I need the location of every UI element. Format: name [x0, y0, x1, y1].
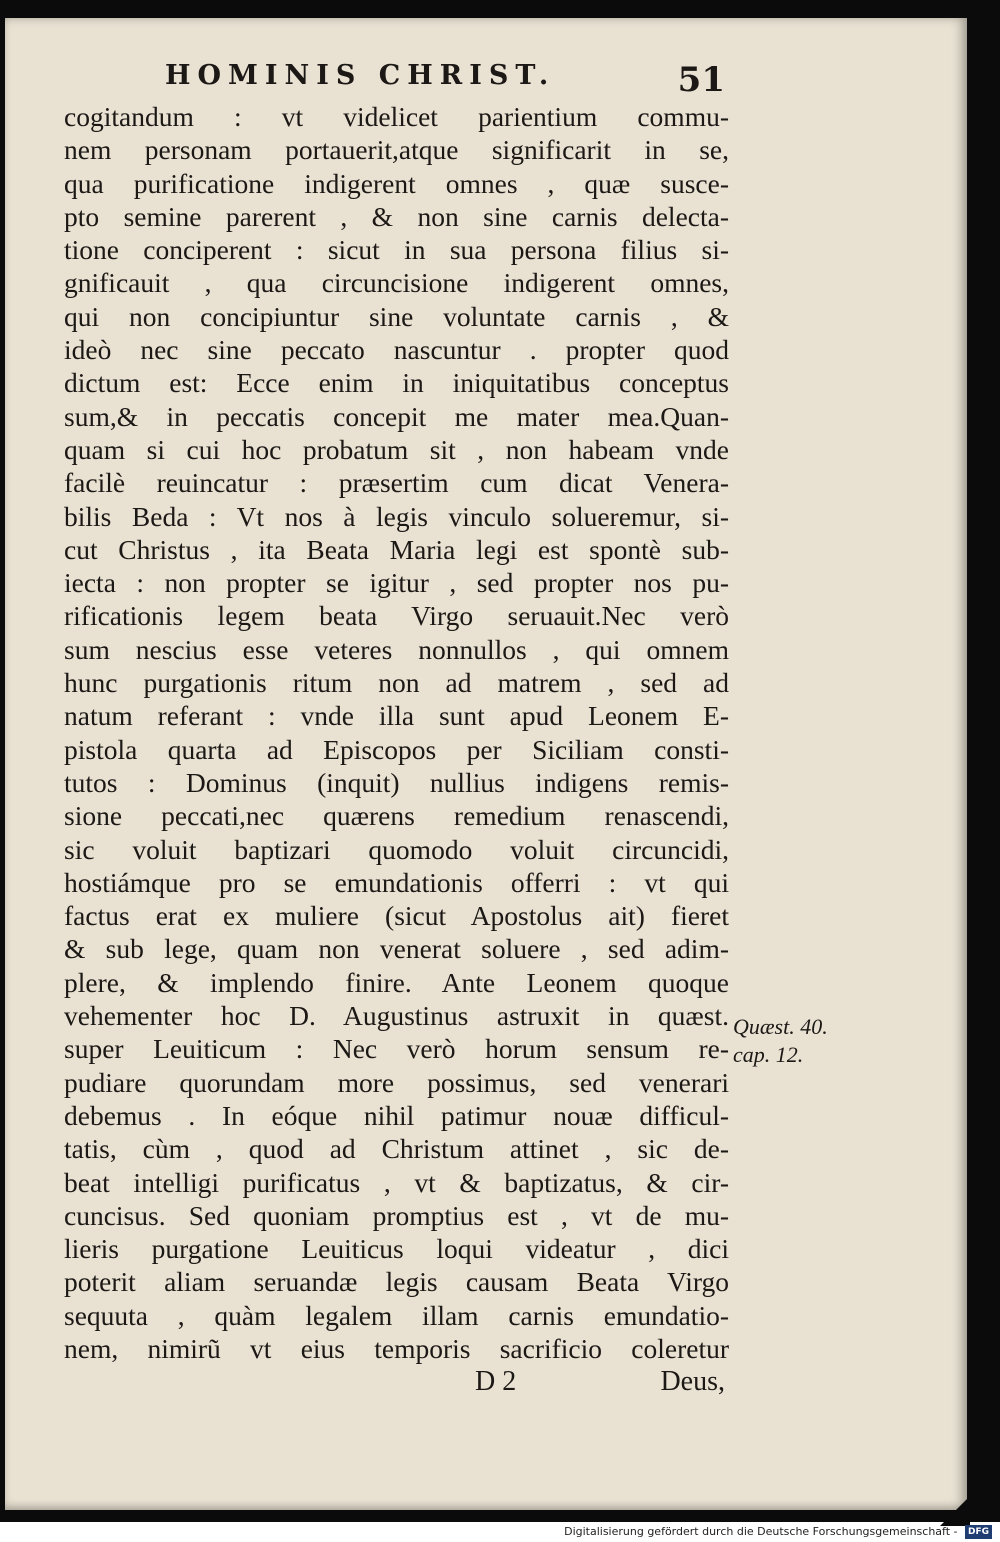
page-foot — [475, 1366, 725, 1402]
text-line: tatis, cùm , quod ad Christum attinet , sic de- — [64, 1133, 729, 1165]
text-line: cogitandum : vt videlicet parientium commu- — [64, 101, 729, 132]
credit-text: Digitalisierung gefördert durch die Deutsche Forschungsgemeinschaft - — [564, 1525, 958, 1538]
text-line: poterit aliam seruandæ legis causam Beata Virgo — [64, 1266, 729, 1298]
text-line: lieris purgatione Leuiticus loqui videatur , dici — [64, 1233, 729, 1265]
page-number: 51 — [677, 60, 725, 100]
text-line: nem personam portauerit,atque significarit in se, — [64, 134, 729, 166]
text-line: pudiare quorundam more possimus, sed venerari — [64, 1066, 729, 1098]
running-head-title: HOMINIS CHRIST. — [165, 60, 556, 91]
text-line: plere, & implendo finire. Ante Leonem quoque — [64, 966, 729, 998]
text-line: dictum est: Ecce enim in iniquitatibus conceptus — [64, 367, 729, 399]
text-line: qui non concipiuntur sine voluntate carnis , & — [64, 300, 729, 332]
signature-mark: D 2 — [475, 1366, 517, 1397]
text-line: tione conciperent : sicut in sua persona filius si- — [64, 234, 729, 266]
marginal-note-line: Quæst. 40. — [733, 1014, 828, 1039]
show-through-bleed — [757, 288, 837, 318]
text-line: bilis Beda : Vt nos à legis vinculo solueremur, si- — [64, 500, 729, 532]
text-line: quam si cui hoc probatum sit , non habeam vnde — [64, 433, 729, 465]
text-line: ideò nec sine peccato nascuntur . propter quod — [64, 334, 729, 366]
text-line: iecta : non propter se igitur , sed propter nos pu- — [64, 567, 729, 599]
text-line: pistola quarta ad Episcopos per Siciliam consti- — [64, 733, 729, 765]
text-line: gnificauit , qua circuncisione indigerent omnes, — [64, 267, 729, 299]
text-line: sic voluit baptizari quomodo voluit circuncidi, — [64, 833, 729, 865]
text-line: vehementer hoc D. Augustinus astruxit in quæst. — [64, 1000, 729, 1032]
marginal-note-line: cap. 12. — [733, 1042, 804, 1067]
text-line: beat intelligi purificatus , vt & baptizatus, & cir- — [64, 1166, 729, 1198]
text-line: cut Christus , ita Beata Maria legi est spontè sub- — [64, 533, 729, 565]
text-line: rificationis legem beata Virgo seruauit.Nec verò — [64, 600, 729, 632]
catchword: Deus, — [660, 1366, 725, 1397]
text-line: hostiámque pro se emundationis offerri : vt qui — [64, 866, 729, 898]
digitization-credit — [564, 1524, 992, 1540]
text-line: cuncisus. Sed quoniam promptius est , vt de mu- — [64, 1199, 729, 1231]
dfg-logo: DFG — [965, 1525, 992, 1539]
text-line: hunc purgationis ritum non ad matrem , sed ad — [64, 667, 729, 699]
running-head — [165, 60, 725, 100]
text-line: natum referant : vnde illa sunt apud Leonem E- — [64, 700, 729, 732]
marginal-note — [733, 1013, 833, 1069]
text-line: debemus . In eóque nihil patimur nouæ difficul- — [64, 1099, 729, 1131]
text-line: super Leuiticum : Nec verò horum sensum re- — [64, 1033, 729, 1065]
text-line: nem, nimirũ vt eius temporis sacrificio coleretur — [64, 1332, 729, 1364]
page-corner-fold — [940, 1496, 970, 1526]
text-line: & sub lege, quam non venerat soluere , sed adim- — [64, 933, 729, 965]
text-line: sum nescius esse veteres nonnullos , qui omnem — [64, 633, 729, 665]
text-line: pto semine parerent , & non sine carnis delecta- — [64, 200, 729, 232]
body-text — [64, 100, 729, 1365]
text-line: sione peccati,nec quærens remedium renascendi, — [64, 800, 729, 832]
text-line: facilè reuincatur : præsertim cum dicat Venera- — [64, 467, 729, 499]
text-line: sequuta , quàm legalem illam carnis emundatio- — [64, 1299, 729, 1331]
text-line: qua purificatione indigerent omnes , quæ susce- — [64, 167, 729, 199]
text-line: tutos : Dominus (inquit) nullius indigens remis- — [64, 766, 729, 798]
text-line: sum,& in peccatis concepit me mater mea.Quan- — [64, 400, 729, 432]
text-line: factus erat ex muliere (sicut Apostolus ait) fieret — [64, 900, 729, 932]
